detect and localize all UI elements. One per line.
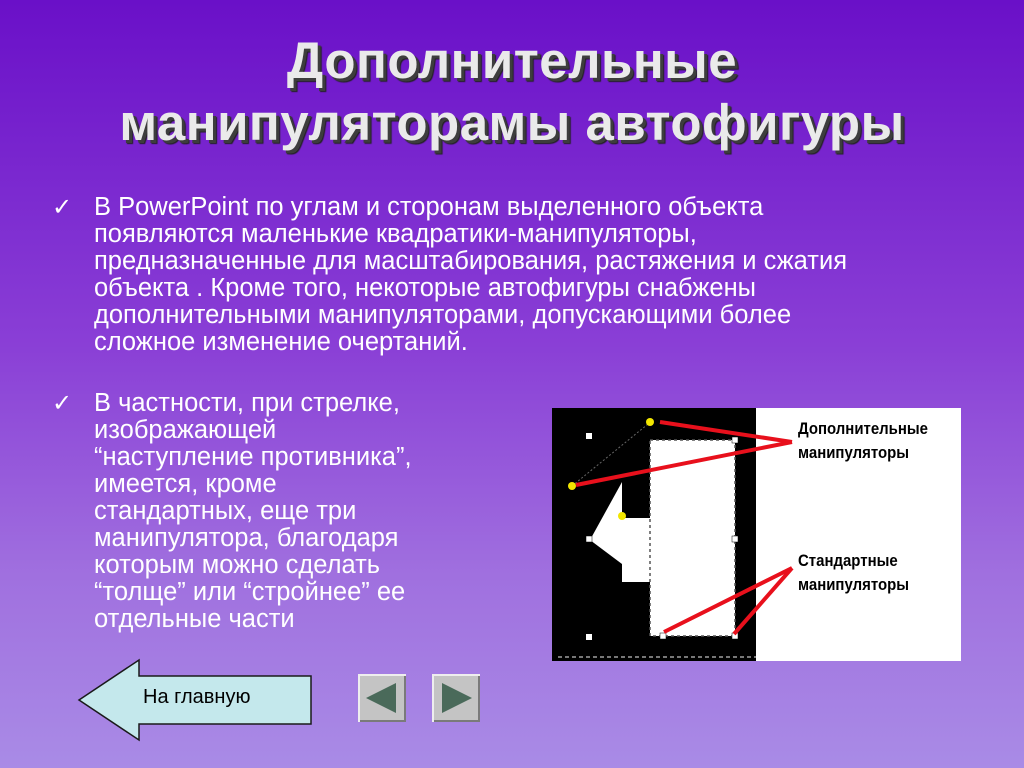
standard-handle (586, 634, 592, 640)
adjustment-handle (646, 418, 654, 426)
check-icon: ✓ (52, 193, 73, 221)
label-additional-line2: манипуляторы (798, 443, 910, 462)
standard-handle (586, 536, 592, 542)
slide-title: Дополнительные манипуляторамы автофигуры (119, 32, 905, 151)
home-button-label: На главную (143, 686, 251, 708)
bullet-text-1: В PowerPoint по углам и сторонам выделенного объекта появляются маленькие квадратики-манипуляторы, предназначенные для масштабирования, растяжения и сжатия объекта . Кроме того, некоторые автофигуры снабжены дополнительными манипуляторами, допускающими более сложное изменение очертаний. (94, 193, 848, 356)
previous-slide-button[interactable] (358, 674, 406, 722)
label-standard-line1: Стандартные (798, 551, 898, 570)
autoshape-handles-illustration (552, 408, 961, 661)
triangle-left-icon (358, 674, 406, 722)
check-icon: ✓ (52, 389, 73, 417)
bullet-item-1 (52, 194, 982, 364)
bullet-item-2 (52, 390, 492, 640)
home-button[interactable] (77, 658, 313, 742)
adjustment-handle (618, 512, 626, 520)
standard-handle (732, 536, 738, 542)
adjustment-handle (568, 482, 576, 490)
next-slide-button[interactable] (432, 674, 480, 722)
standard-handle (586, 433, 592, 439)
label-additional-line1: Дополнительные (798, 419, 929, 438)
label-standard-line2: манипуляторы (798, 575, 910, 594)
triangle-right-icon (432, 674, 480, 722)
standard-handle (660, 633, 666, 639)
bullet-text-2: В частности, при стрелке, изображающей “наступление противника”, имеется, кроме стандартных, еще три манипулятора, благодаря которым можно сделать “толще” или “стройнее” ее отдельные части (94, 389, 412, 633)
standard-handle (732, 437, 738, 443)
